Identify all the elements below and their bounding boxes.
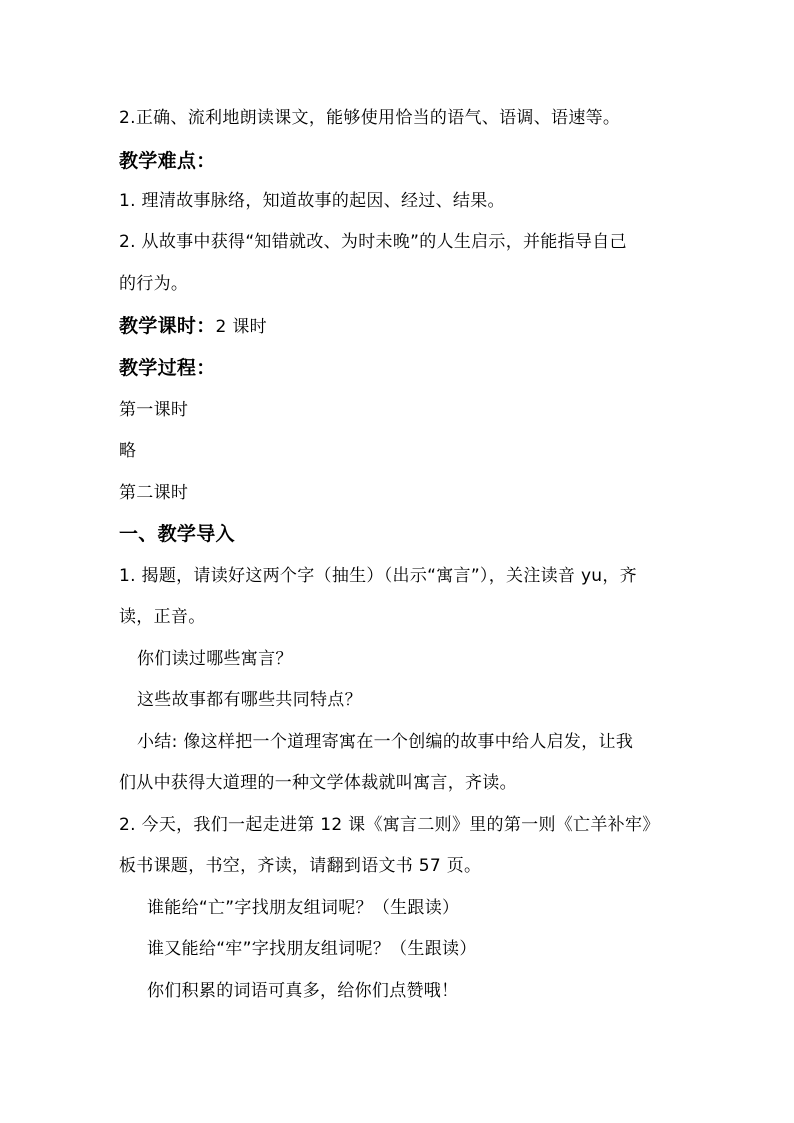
objective-2-text: 2.正确、流利地朗读课文，能够使用恰当的语气、语调、语速等。 [119, 108, 621, 128]
summary-line-2: 们从中获得大道理的一种文学体裁就叫寓言，齐读。 [119, 773, 517, 793]
activity-3: 你们积累的词语可真多，给你们点赞哦！ [147, 981, 459, 1001]
teaching-hours-row [119, 314, 267, 339]
teaching-hours-value: 2 课时 [215, 317, 267, 337]
activity-2: 谁又能给“牢”字找朋友组词呢？（生跟读） [147, 939, 477, 959]
process-heading: 教学过程： [119, 357, 216, 379]
question-2: 这些故事都有哪些共同特点？ [137, 690, 362, 710]
difficulty-item-1: 1. 理清故事脉络，知道故事的起因、经过、结果。 [119, 191, 505, 211]
lesson-1-label: 第一课时 [119, 400, 189, 420]
step-2-line-1: 2. 今天，我们一起走进第 12 课《寓言二则》里的第一则《亡羊补牢》 [119, 815, 660, 835]
difficulty-item-2-line-2: 的行为。 [119, 274, 189, 294]
activity-1: 谁能给“亡”字找朋友组词呢？（生跟读） [147, 898, 460, 918]
section-1-heading: 一、教学导入 [119, 523, 235, 545]
teaching-hours-heading: 教学课时： [119, 315, 216, 337]
lesson-2-label: 第二课时 [119, 483, 189, 503]
step-2-line-2: 板书课题，书空，齐读，请翻到语文书 57 页。 [119, 856, 482, 876]
step-1-line-2: 读，正音。 [119, 607, 206, 627]
step-1-line-1: 1. 揭题，请读好这两个字（抽生）（出示“寓言”），关注读音 yu，齐 [119, 566, 637, 586]
summary-line-1: 小结: 像这样把一个道理寄寓在一个创编的故事中给人启发，让我 [137, 732, 634, 752]
lesson-1-note: 略 [119, 441, 137, 461]
difficulty-heading: 教学难点： [119, 150, 216, 172]
question-1: 你们读过哪些寓言？ [137, 649, 293, 669]
difficulty-item-2-line-1: 2. 从故事中获得“知错就改、为时未晚”的人生启示，并能指导自己 [119, 232, 627, 252]
